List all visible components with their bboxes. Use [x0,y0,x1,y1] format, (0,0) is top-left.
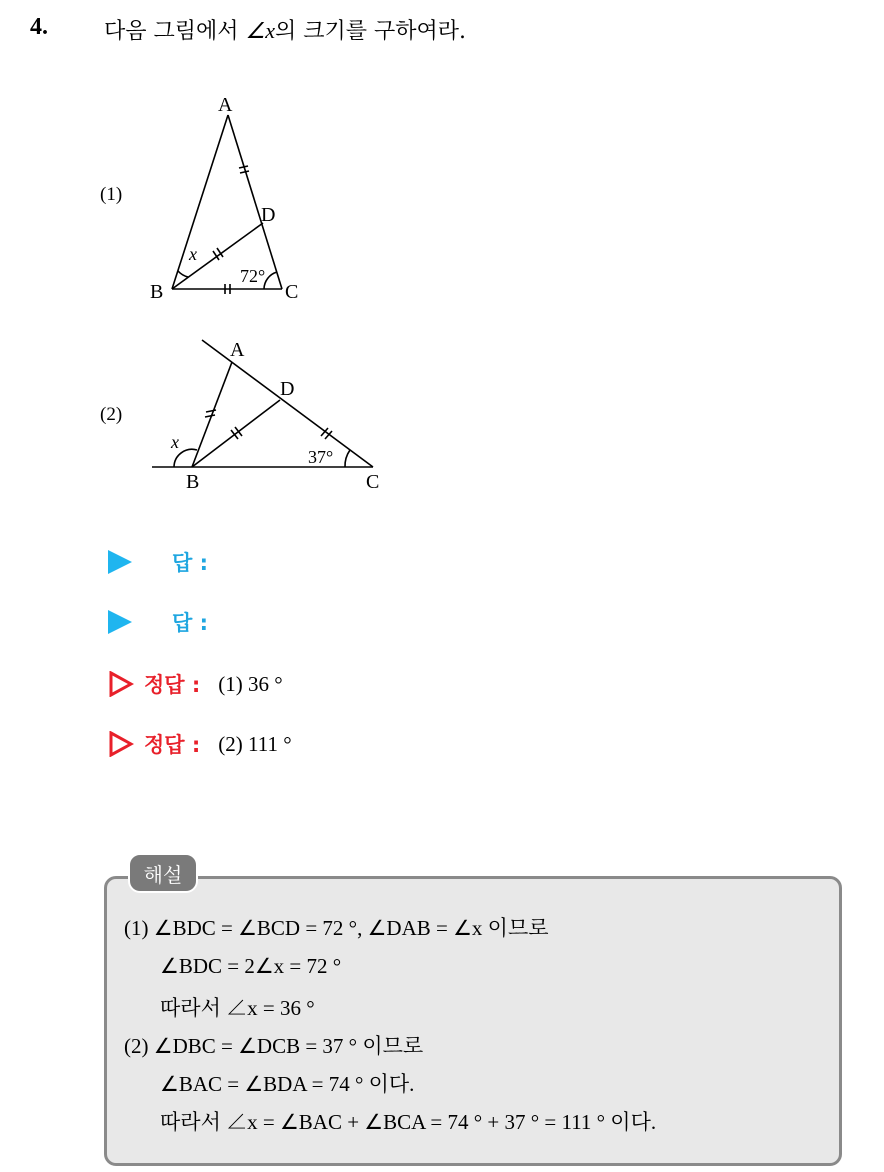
explanation-tag: 해설 [128,853,198,893]
fig2-tick-bd-2 [235,427,242,436]
figure-1 [140,88,320,308]
answer-label: 답 : [172,611,208,635]
answer-label: 답 : [172,551,208,575]
answer-row-1 [108,547,208,577]
fig2-angle-37-label: 37° [308,447,334,467]
correct-value: (1) 36 ° [218,671,283,696]
correct-label: 정답 : [144,733,201,757]
fig2-tick-bd-1 [231,430,238,439]
question-text-after: 의 크기를 구하여라. [275,19,466,44]
fig2-tick-ab-2 [205,415,215,417]
part-2-label: (2) [100,404,123,425]
figure-2 [140,332,400,502]
fig1-angle-x-label: x [189,244,197,264]
explanation-line-6: 따라서 ∠x = ∠BAC + ∠BCA = 74 ° + 37 ° = 111 ° 이다. [160,1110,657,1134]
fig1-side-ac [228,115,282,289]
fig1-point-c: C [285,281,299,303]
correct-row-2 [108,729,292,759]
fig2-angle-arc-37 [345,450,350,467]
answer-row-2 [108,607,208,637]
correct-value: (2) 111 ° [218,731,292,756]
fig2-point-b: B [186,471,200,493]
fig1-point-b: B [150,281,164,303]
question-text-before: 다음 그림에서 [104,19,246,44]
correct-marker-icon [108,731,134,757]
question-text [104,14,466,45]
fig2-point-c: C [366,471,380,493]
fig1-angle-arc-x [178,271,188,277]
fig1-side-ab [172,115,228,289]
explanation-line-3: 따라서 ∠x = 36 ° [160,996,315,1020]
answer-marker-icon [108,550,132,574]
fig2-point-d: D [280,378,295,400]
explanation-line-1: (1) ∠BDC = ∠BCD = 72 °, ∠DAB = ∠x 이므로 [124,916,549,940]
fig2-angle-x-label: x [171,432,179,452]
correct-row-1 [108,669,283,699]
explanation-line-5: ∠BAC = ∠BDA = 74 ° 이다. [160,1072,415,1096]
fig2-tick-ab-1 [206,410,216,412]
question-angle-var: ∠x [245,18,275,43]
fig1-point-d: D [261,204,276,226]
fig1-angle-72-label: 72° [240,266,266,286]
correct-label: 정답 : [144,673,201,697]
explanation-line-2: ∠BDC = 2∠x = 72 ° [160,954,342,978]
fig1-tick-ad-1 [239,166,248,168]
fig2-extended-line-ca [202,340,373,467]
fig1-point-a: A [218,94,233,116]
correct-marker-icon [108,671,134,697]
question-number: 4. [30,14,48,40]
fig1-tick-ad-2 [240,171,249,173]
answer-marker-icon [108,610,132,634]
fig1-angle-arc-72 [264,272,277,289]
explanation-line-4: (2) ∠DBC = ∠DCB = 37 ° 이므로 [124,1034,424,1058]
fig2-point-a: A [230,339,245,361]
part-1-label: (1) [100,184,123,205]
